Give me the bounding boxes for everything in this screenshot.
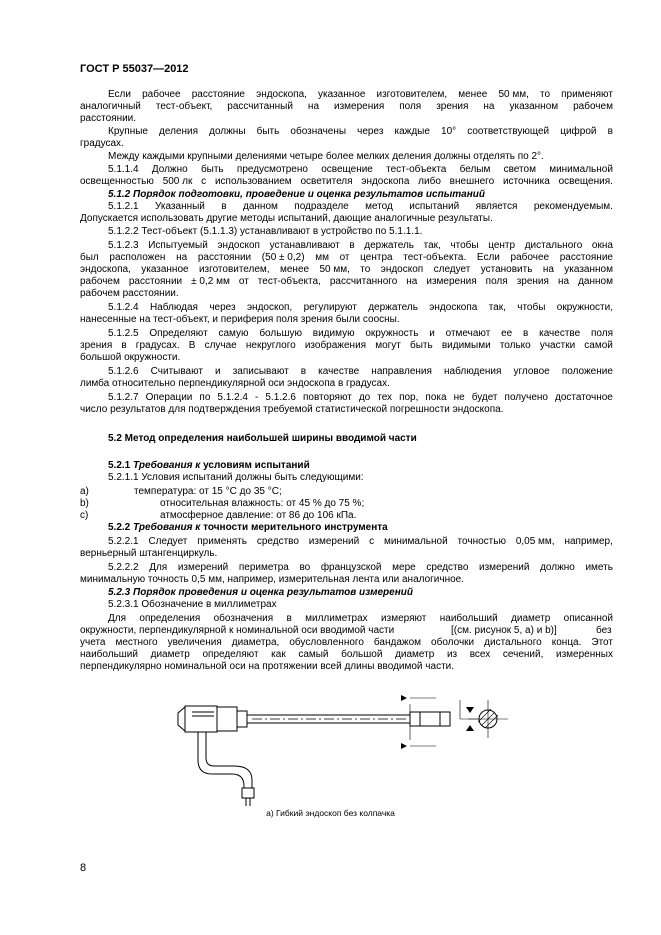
word: большую [259,328,302,339]
word: менее [279,264,310,275]
word: в [523,328,529,339]
word: освещения. [558,176,613,187]
word: некруглого [245,340,296,351]
word: дистального [524,240,583,251]
word: регулируют [303,302,357,313]
word: подразделе [294,201,349,212]
text-line: верньерный штангенциркуль. [80,548,218,559]
word: эндоскоп [380,264,424,275]
word: Для [108,613,127,624]
word: метод [365,201,393,212]
word: средство [426,562,469,573]
word: диаметр [511,613,551,624]
word: самой [584,340,613,351]
word: Если [108,89,131,100]
word: Определяют [149,328,208,339]
word: наибольший [80,649,138,660]
word: мере [392,562,416,573]
section-heading-5-1-2: 5.1.2 Порядок подготовки, проведение и оценка результатов испытаний [108,189,485,200]
word: расстояние [191,89,245,100]
text-line: расстоянии. [80,113,137,124]
word: наибольший [439,613,498,624]
word: качестве [539,328,581,339]
word: эндоскопа [429,302,478,313]
word: менее [458,89,488,100]
word: как [271,649,286,660]
word: будет [471,392,498,403]
word: (50 ± 0,2) [261,252,305,263]
word: освещенностью [80,176,154,187]
word: минимальной [549,164,613,175]
text-line: число результатов для подтверждения требуемой статистической погрешности эндоскопа. [80,404,504,415]
text-line: перпендикулярно номинальной оси на протяжении всей длины вводимой части. [80,661,455,672]
list-marker: c) [80,510,89,521]
word: определяют [202,649,259,660]
word: и [215,366,221,377]
text-line: большой окружности. [80,352,181,363]
section-heading-5-2-2: 5.2.2 Требования к точности мерительного инструмента [108,522,388,533]
word: установить [480,264,533,275]
word: в [349,240,355,251]
word: не [453,392,465,403]
distal-end [410,712,450,726]
word: дистального [484,637,542,648]
word: устанавливают [269,240,340,251]
word: расстоянии [197,252,252,263]
word: с [369,536,375,547]
word: видимую [312,328,355,339]
word: тест-объекта. [403,252,467,263]
word: направления [371,366,432,377]
word: быть [200,164,224,175]
list-item: атмосферное давление: от 86 до 106 кПа. [160,510,357,521]
word: Наблюдая [149,302,198,313]
word: и [429,328,435,339]
word: 5.1.2.6 [265,392,296,403]
word: рабочее [142,89,181,100]
word: 50 мм, [498,89,529,100]
word: 5.1.2.4 [217,392,248,403]
word: окна [591,240,613,251]
word: учета [80,637,106,648]
section-heading-5-2-3: 5.2.3 Порядок проведения и оценка результатов измерений [108,587,413,598]
word: либо [418,176,441,187]
word: чтобы [517,302,546,313]
word: аналогичный [80,101,141,112]
word: зрения [80,340,113,351]
word: изготовителем, [198,264,270,275]
word: так, [488,302,506,313]
text-line: Между каждыми крупными делениями четыре более мелких деления должны отделять по 2°. [108,151,544,162]
word: быть [410,340,433,351]
word: должны [209,126,246,137]
word: 5.2.2.1 [108,536,139,547]
word: описанной [563,613,613,624]
word: французской [320,562,382,573]
dimension-arrow [466,725,474,731]
word: изображения [304,340,367,351]
word: эндоскопа, [80,264,131,275]
word: точностью [457,536,506,547]
word: белым [459,164,491,175]
word: качестве [318,366,360,377]
word: тест-объекта, [257,276,321,287]
word: данном [578,276,613,287]
word: В [188,340,196,351]
word: указанном [509,101,559,112]
word: от [238,276,249,287]
word: быть [256,126,280,137]
word: обозначения [213,613,274,624]
word: сечений, [502,649,544,660]
word: предусмотрено [236,164,308,175]
word: 10° [441,126,457,137]
word: 5.1.2.1 [108,201,139,212]
word: на [557,276,570,287]
eyepiece-cone [178,707,185,731]
word: цифрой [560,126,597,137]
word: в [607,126,613,137]
word: Если [476,252,500,263]
umbilical-cable-inner [206,732,252,788]
word: бандажом [373,637,422,648]
word: в [300,366,307,377]
text-line: нанесенные на тест-объект, и периферия поля зрения были соосны. [80,314,400,325]
word: достаточное [555,392,613,403]
word: ее [501,328,513,339]
word: расстоянии [128,276,183,287]
word: через [209,302,236,313]
word: поля [485,276,508,287]
word: получено [504,392,548,403]
document-header: ГОСТ Р 55037—2012 [80,63,189,75]
word: указанное [318,89,366,100]
figure-caption: а) Гибкий эндоскоп без колпачка [266,808,395,818]
word: эндоскопа, [256,89,307,100]
word: измерений [177,562,229,573]
page-number: 8 [80,862,87,874]
word: эндоскоп, [246,302,293,313]
word: Должно [151,164,188,175]
dimension-arrow [466,707,474,713]
word: например, [564,536,613,547]
word: является [475,201,518,212]
word: - [255,392,259,403]
word: измеряют [381,613,427,624]
word: конца. [551,637,582,648]
word: измеренных [556,649,613,660]
word: во [299,562,311,573]
word: измерения [426,276,477,287]
text-line: Допускается использовать другие методы испытаний, дающие аналогичные результаты. [80,213,493,224]
text-line: рабочем расстоянии. [80,288,179,299]
word: осветителя [300,176,353,187]
word: окружности, [556,302,613,313]
word: 5.1.1.4 [108,164,139,175]
list-marker: b) [80,498,89,509]
word: 5.1.2.6 [108,366,139,377]
word: эндоскоп [217,240,260,251]
word: на [307,101,320,112]
word: поля [590,328,613,339]
word: Указанный [154,201,205,212]
word: с [201,176,207,187]
text-line: 5.1.2.2 Тест-объект (5.1.1.3) устанавливают в устройство по 5.1.1.1. [108,226,423,237]
word: рабочем [80,276,120,287]
word: положение [561,366,613,377]
word: на [483,101,495,112]
word: рекомендуемым. [533,201,613,212]
word: ± 0,2 мм [191,276,230,287]
text-line: минимальную точность 0,5 мм, например, измерительная лента или аналогичное. [80,574,465,585]
dimension-arrow [401,695,407,701]
word: зрения [436,101,469,112]
word: самый [298,649,329,660]
word: самую [218,328,249,339]
word: Операции [145,392,193,403]
handle-neck [217,707,237,731]
word: применяют [561,89,613,100]
word: обусловленного [289,637,364,648]
word: тест-объект, [155,101,213,112]
word: диаметр [150,649,190,660]
word: эндоскопа [361,176,410,187]
word: оболочки [431,637,475,648]
word: следует [433,264,471,275]
word: должно [540,562,575,573]
connector [237,711,247,727]
word: светом [503,164,536,175]
word: окружность [365,328,419,339]
handle-body [185,706,217,732]
word: соответствующей [467,126,550,137]
text-line: 5.2.1.1 Условия испытаний должны быть следующими: [108,472,364,483]
word: иметь [585,562,613,573]
word: измерения [333,101,385,112]
word: указанном [564,264,613,275]
word: участки [539,340,576,351]
word: 5.1.2.3 [108,240,139,251]
text-line: 5.2.3.1 Обозначение в миллиметрах [108,599,277,610]
word: через [357,126,384,137]
umbilical-cable-outer [198,732,244,788]
word: измерений [308,536,360,547]
word: 50 мм, [319,264,350,275]
word: источника [502,176,550,187]
word: Испытуемый [148,240,208,251]
text-line: окружности, перпендикулярной к номинальной оси вводимой части [80,625,395,636]
word: рассчитанного [329,276,398,287]
word: тест-объекта [386,164,447,175]
word: записывают [232,366,289,377]
word: держатель [368,302,418,313]
word: определения [139,613,201,624]
dimension-arrow [401,743,407,749]
word: расстояние [559,252,613,263]
word: в [121,340,127,351]
word: Крупные [108,126,148,137]
word: наблюдения [444,366,502,377]
word: 5.1.2.5 [108,328,139,339]
figure-reference: [(см. рисунок 5, а) и b)] [451,625,557,636]
word: на [176,252,188,263]
word: видимыми [441,340,491,351]
word: по [199,392,211,403]
word: каждые [394,126,430,137]
word: местного [115,637,158,648]
word: измерений [479,562,530,573]
word: использованием [214,176,292,187]
word: рабочем [573,101,613,112]
word: данном [243,201,278,212]
section-heading-5-2-1: 5.2.1 Требования к условиям испытаний [108,460,310,471]
word: градусах. [135,340,180,351]
list-marker: a) [80,486,89,497]
word: деления [159,126,199,137]
word: минимальной [383,536,448,547]
word: угловое [513,366,550,377]
word: обозначены [290,126,347,137]
text-line: лимба относительно перпендикулярной оси эндоскопа в градусах. [80,378,390,389]
word: применять [197,536,247,547]
word: от [339,252,350,263]
word: зрения [516,276,549,287]
word: всех [469,649,491,660]
word: так, [423,240,441,251]
word: испытаний [409,201,460,212]
word: был [80,252,99,263]
word: тех [377,392,393,403]
word: увеличения [167,637,222,648]
word: из [446,649,458,660]
word: большой [341,649,383,660]
word: на [406,276,418,287]
word: могут [375,340,401,351]
list-item: относительная влажность: от 45 % до 75 %; [160,498,365,509]
word: миллиметрах [305,613,368,624]
word: 5.2.2.2 [108,562,139,573]
word: средство [256,536,299,547]
word: только [499,340,531,351]
word: повторяют [302,392,352,403]
word: 5.1.2.4 [108,302,139,313]
word: Считывают [150,366,203,377]
word: на [542,264,554,275]
word: внешнего [449,176,495,187]
word: до [358,392,371,403]
list-item: температура: от 15 °С до 35 °С; [134,486,282,497]
word: случае [204,340,237,351]
word: поля [399,101,422,112]
word: диаметр [395,649,435,660]
word: периметра [238,562,289,573]
light-guide-plug [242,788,254,798]
word: Для [149,562,168,573]
word: держатель [364,240,414,251]
word: центр [488,240,516,251]
word: 5.1.2.7 [108,392,139,403]
word: рассчитанный [227,101,293,112]
word: в [221,201,227,212]
word: пор, [399,392,419,403]
word: Следует [148,536,188,547]
word: отмечают [445,328,491,339]
word: расположен [109,252,166,263]
text-line: без [596,625,612,636]
word: чтобы [450,240,479,251]
word: 0,05 мм, [515,536,555,547]
word: освещение [321,164,373,175]
word: указанное [141,264,189,275]
word: 500 лк [162,176,193,187]
word: мм [315,252,329,263]
word: пока [425,392,447,403]
word: то [539,89,551,100]
word: то [360,264,371,275]
text-line: градусах. [80,138,124,149]
section-heading-5-2: 5.2 Метод определения наибольшей ширины вводимой части [108,433,417,444]
word: рабочее [510,252,550,263]
word: в [286,613,292,624]
word: центра [360,252,393,263]
word: диаметра, [231,637,280,648]
word: Этот [591,637,613,648]
word: изготовителем, [376,89,448,100]
